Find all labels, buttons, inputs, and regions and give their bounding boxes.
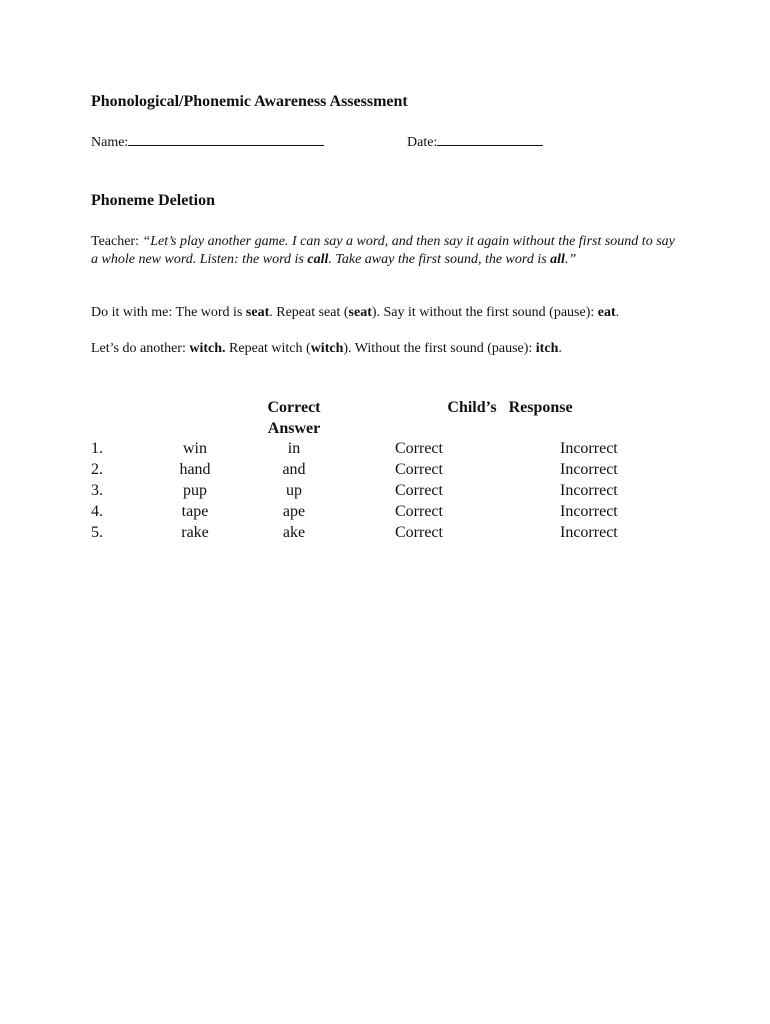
table-row bbox=[0, 522, 770, 543]
table-row bbox=[0, 438, 770, 459]
date-blank-line[interactable] bbox=[437, 132, 543, 146]
row-word: hand bbox=[179, 461, 211, 478]
practice-text: Let’s do another: bbox=[91, 341, 190, 356]
teacher-quote-part: “Let’s play another game. I can say a word, and then say it again without the first sound to say a whole new word. Listen: the word is bbox=[91, 234, 675, 267]
row-number: 3. bbox=[91, 482, 103, 499]
name-label: Name: bbox=[91, 135, 129, 150]
teacher-example-result: all bbox=[550, 252, 565, 267]
row-number: 4. bbox=[91, 503, 103, 520]
incorrect-option[interactable]: Incorrect bbox=[560, 503, 618, 520]
section-title: Phoneme Deletion bbox=[91, 192, 215, 209]
row-word: win bbox=[183, 440, 207, 457]
practice-instruction-1 bbox=[91, 304, 681, 322]
practice-answer: itch bbox=[535, 341, 559, 356]
header-child-response: Child’s Response bbox=[447, 399, 573, 416]
incorrect-option[interactable]: Incorrect bbox=[560, 440, 618, 457]
incorrect-option[interactable]: Incorrect bbox=[560, 524, 618, 541]
teacher-label: Teacher: bbox=[91, 234, 143, 249]
row-answer: ake bbox=[282, 524, 306, 541]
teacher-example-word: call bbox=[307, 252, 329, 267]
row-answer: in bbox=[287, 440, 301, 457]
name-field bbox=[91, 132, 324, 151]
header-answer-line: Answer bbox=[267, 420, 321, 437]
correct-option[interactable]: Correct bbox=[395, 440, 443, 457]
row-answer: and bbox=[282, 461, 306, 478]
practice-text: . bbox=[615, 305, 620, 320]
date-label: Date: bbox=[407, 135, 438, 150]
practice-word: seat bbox=[348, 305, 372, 320]
practice-text: . bbox=[558, 341, 562, 356]
practice-word: seat bbox=[245, 305, 270, 320]
correct-option[interactable]: Correct bbox=[395, 524, 443, 541]
practice-word: witch bbox=[310, 341, 344, 356]
row-answer: up bbox=[286, 482, 302, 499]
row-number: 2. bbox=[91, 461, 103, 478]
teacher-instruction bbox=[91, 233, 681, 269]
practice-answer: eat bbox=[597, 305, 616, 320]
practice-text: ). Say it without the first sound (pause): bbox=[371, 305, 598, 320]
practice-instruction-2 bbox=[91, 340, 681, 358]
correct-option[interactable]: Correct bbox=[395, 461, 443, 478]
row-word: pup bbox=[183, 482, 207, 499]
practice-text: Do it with me: The word is bbox=[91, 305, 246, 320]
correct-option[interactable]: Correct bbox=[395, 503, 443, 520]
row-word: rake bbox=[181, 524, 209, 541]
date-field bbox=[407, 132, 543, 151]
row-word: tape bbox=[181, 503, 209, 520]
header-correct-answer bbox=[244, 397, 344, 439]
practice-text: Repeat witch ( bbox=[225, 341, 311, 356]
practice-word: witch. bbox=[189, 341, 226, 356]
row-number: 1. bbox=[91, 440, 103, 457]
incorrect-option[interactable]: Incorrect bbox=[560, 482, 618, 499]
correct-option[interactable]: Correct bbox=[395, 482, 443, 499]
header-correct-line: Correct bbox=[267, 399, 321, 416]
practice-text: . Repeat seat ( bbox=[269, 305, 349, 320]
incorrect-option[interactable]: Incorrect bbox=[560, 461, 618, 478]
teacher-quote-part: .” bbox=[564, 252, 577, 267]
practice-text: ). Without the first sound (pause): bbox=[343, 341, 536, 356]
row-number: 5. bbox=[91, 524, 103, 541]
name-blank-line[interactable] bbox=[128, 132, 324, 146]
table-row bbox=[0, 501, 770, 522]
table-row bbox=[0, 459, 770, 480]
table-row bbox=[0, 480, 770, 501]
teacher-quote-part: . Take away the first sound, the word is bbox=[328, 252, 551, 267]
row-answer: ape bbox=[282, 503, 306, 520]
document-title: Phonological/Phonemic Awareness Assessment bbox=[91, 93, 408, 110]
